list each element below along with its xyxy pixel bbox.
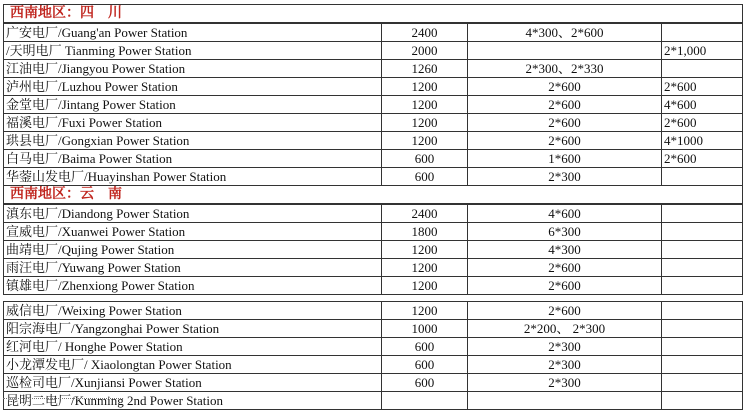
station-units: 2*300 (468, 356, 662, 374)
station-planned (662, 223, 743, 241)
station-name: 滇东电厂/Diandong Power Station (4, 204, 382, 223)
station-capacity: 1200 (382, 259, 468, 277)
power-station-table (3, 4, 743, 410)
station-units: 1*600 (468, 150, 662, 168)
table-row (4, 96, 743, 114)
station-capacity: 1200 (382, 78, 468, 96)
station-name: 泸州电厂/Luzhou Power Station (4, 78, 382, 96)
station-planned (662, 168, 743, 186)
station-name: 广安电厂/Guang'an Power Station (4, 23, 382, 42)
station-planned: 4*600 (662, 96, 743, 114)
station-planned (662, 204, 743, 223)
table-row (4, 114, 743, 132)
table-row (4, 204, 743, 223)
station-units: 6*300 (468, 223, 662, 241)
station-units (468, 392, 662, 410)
station-capacity: 2400 (382, 204, 468, 223)
station-planned (662, 392, 743, 410)
table-row (4, 23, 743, 42)
table-row (4, 320, 743, 338)
station-capacity: 1800 (382, 223, 468, 241)
table-body (4, 5, 743, 410)
station-name: 金堂电厂/Jintang Power Station (4, 96, 382, 114)
station-name: 福溪电厂/Fuxi Power Station (4, 114, 382, 132)
station-units: 2*300 (468, 168, 662, 186)
station-planned (662, 241, 743, 259)
section-title: 西南地区：四 川 (4, 5, 743, 24)
cut-off-row-edge (3, 398, 123, 400)
station-name: 巡检司电厂/Xunjiansi Power Station (4, 374, 382, 392)
table-row (4, 42, 743, 60)
section-title: 西南地区：云 南 (4, 186, 743, 205)
station-planned: 2*600 (662, 150, 743, 168)
station-planned (662, 302, 743, 320)
station-name: 珙县电厂/Gongxian Power Station (4, 132, 382, 150)
section-header-yunnan (4, 186, 743, 205)
station-name: 阳宗海电厂/Yangzonghai Power Station (4, 320, 382, 338)
table-row (4, 168, 743, 186)
station-units: 2*200、 2*300 (468, 320, 662, 338)
gap-cell (4, 295, 743, 302)
station-units: 4*300、2*600 (468, 23, 662, 42)
station-capacity: 600 (382, 374, 468, 392)
station-capacity: 1000 (382, 320, 468, 338)
station-name: 雨汪电厂/Yuwang Power Station (4, 259, 382, 277)
station-name: 宣威电厂/Xuanwei Power Station (4, 223, 382, 241)
station-planned: 2*1,000 (662, 42, 743, 60)
station-units (468, 42, 662, 60)
station-planned (662, 23, 743, 42)
station-name: 镇雄电厂/Zhenxiong Power Station (4, 277, 382, 295)
table-row (4, 150, 743, 168)
station-capacity: 2000 (382, 42, 468, 60)
station-planned: 2*600 (662, 114, 743, 132)
station-planned (662, 277, 743, 295)
station-units: 4*600 (468, 204, 662, 223)
station-capacity: 600 (382, 150, 468, 168)
station-units: 2*600 (468, 277, 662, 295)
station-planned (662, 60, 743, 78)
table-row (4, 241, 743, 259)
station-units: 2*600 (468, 78, 662, 96)
table-row (4, 356, 743, 374)
station-planned (662, 374, 743, 392)
table-row (4, 60, 743, 78)
station-capacity: 1200 (382, 302, 468, 320)
station-name: 红河电厂/ Honghe Power Station (4, 338, 382, 356)
station-units: 2*600 (468, 302, 662, 320)
station-planned (662, 320, 743, 338)
station-capacity: 600 (382, 356, 468, 374)
table-row (4, 78, 743, 96)
station-units: 2*600 (468, 259, 662, 277)
section-header-sichuan (4, 5, 743, 24)
station-capacity: 600 (382, 338, 468, 356)
station-units: 4*300 (468, 241, 662, 259)
station-planned (662, 338, 743, 356)
station-capacity: 1200 (382, 132, 468, 150)
station-units: 2*600 (468, 132, 662, 150)
station-capacity: 1200 (382, 241, 468, 259)
station-name: 江油电厂/Jiangyou Power Station (4, 60, 382, 78)
station-capacity: 600 (382, 168, 468, 186)
station-name: 曲靖电厂/Qujing Power Station (4, 241, 382, 259)
station-capacity: 2400 (382, 23, 468, 42)
station-name: 威信电厂/Weixing Power Station (4, 302, 382, 320)
station-capacity: 1200 (382, 114, 468, 132)
station-units: 2*300、2*330 (468, 60, 662, 78)
station-units: 2*600 (468, 96, 662, 114)
table-row (4, 338, 743, 356)
station-units: 2*300 (468, 374, 662, 392)
station-planned: 4*1000 (662, 132, 743, 150)
table-row (4, 223, 743, 241)
station-name: 白马电厂/Baima Power Station (4, 150, 382, 168)
station-planned: 2*600 (662, 78, 743, 96)
station-capacity: 1200 (382, 277, 468, 295)
station-units: 2*300 (468, 338, 662, 356)
table-row (4, 132, 743, 150)
station-name: 昆明二电厂/Kunming 2nd Power Station (4, 392, 382, 410)
table-row (4, 302, 743, 320)
table-row (4, 392, 743, 410)
station-planned (662, 259, 743, 277)
station-planned (662, 356, 743, 374)
table-row (4, 374, 743, 392)
row-gap (4, 295, 743, 302)
station-units: 2*600 (468, 114, 662, 132)
table-row (4, 259, 743, 277)
station-name: 小龙潭发电厂/ Xiaolongtan Power Station (4, 356, 382, 374)
station-capacity (382, 392, 468, 410)
station-capacity: 1200 (382, 96, 468, 114)
power-station-table-page (3, 4, 742, 410)
station-name: /天明电厂 Tianming Power Station (4, 42, 382, 60)
table-row (4, 277, 743, 295)
station-name: 华蓥山发电厂/Huayinshan Power Station (4, 168, 382, 186)
station-capacity: 1260 (382, 60, 468, 78)
